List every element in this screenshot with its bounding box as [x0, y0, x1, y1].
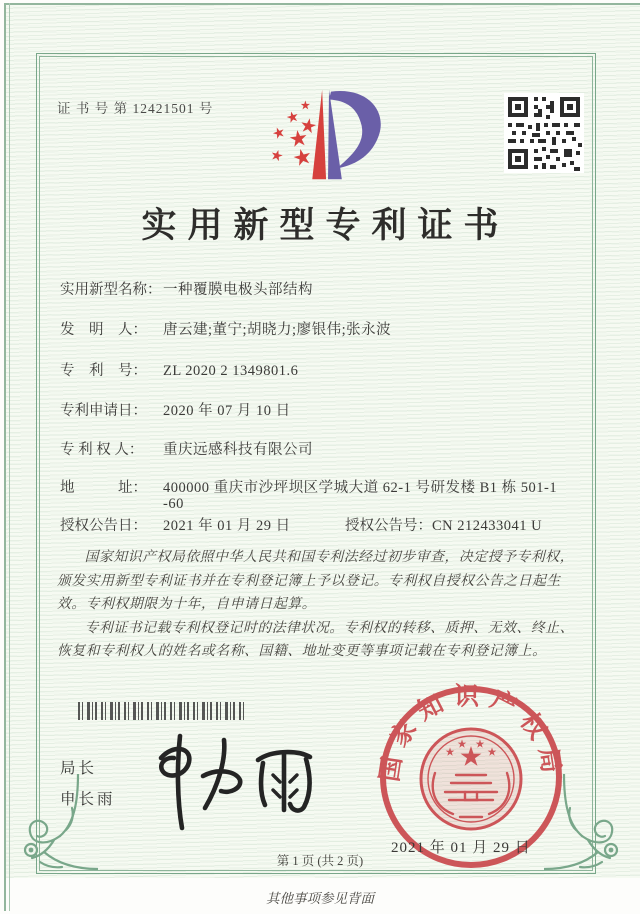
back-side-note: 其他事项参见背面: [266, 891, 374, 906]
field-label: 授权公告号：: [345, 518, 432, 534]
field-utility-name: [60, 278, 313, 299]
director-signature: [150, 728, 328, 832]
field-label: 发 明 人：: [60, 322, 147, 338]
field-value: 2020 年 07 月 10 日: [163, 403, 291, 419]
field-patent-number: [60, 359, 298, 380]
field-label: 地 址：: [60, 480, 147, 496]
field-label: 专利申请日：: [60, 403, 147, 419]
field-value: CN 212433041 U: [432, 518, 543, 534]
field-label: 实用新型名称：: [60, 282, 162, 298]
seal-text: 国家知识产权局: [376, 683, 566, 784]
scan-edge-left-inner: [9, 3, 10, 911]
field-grant-number: [345, 514, 542, 535]
qr-code: [504, 93, 584, 173]
cnipa-logo-icon: [266, 84, 394, 184]
barcode: [78, 702, 244, 720]
field-label: 专 利 号：: [60, 363, 147, 379]
director-name: 申长雨: [60, 791, 116, 808]
field-value: ZL 2020 2 1349801.6: [163, 363, 299, 379]
legal-paragraph: 国家知识产权局依照中华人民共和国专利法经过初步审查，决定授予专利权，颁发实用新型专利证书并在专利登记簿上予以登记。专利权自授权公告之日起生效。专利权期限为十年，自申请日起算。: [57, 549, 575, 611]
field-patentee: [60, 438, 313, 459]
field-filing-date: [60, 399, 291, 420]
certificate-title: 实用新型专利证书: [141, 206, 510, 245]
field-inventors: [60, 318, 391, 339]
field-label: 专 利 权 人：: [60, 442, 144, 458]
legal-paragraph: 专利证书记载专利权登记时的法律状况。专利权的转移、质押、无效、终止、恢复和专利权人的姓名或名称、国籍、地址变更等事项记载在专利登记簿上。: [57, 619, 575, 658]
issue-date: 2021 年 01 月 29 日: [391, 840, 531, 856]
page-number: 第 1 页 (共 2 页): [276, 854, 364, 868]
director-title: 局长: [60, 760, 98, 777]
field-value: 重庆远感科技有限公司: [163, 442, 313, 458]
field-value: -60: [163, 496, 184, 512]
field-value: 唐云建;董宁;胡晓力;廖银伟;张永波: [163, 322, 392, 338]
field-value: 2021 年 01 月 29 日: [163, 518, 291, 534]
field-value: 400000 重庆市沙坪坝区学城大道 62-1 号研发楼 B1 栋 501-1: [163, 480, 558, 496]
certificate-number: 证 书 号 第 12421501 号: [57, 101, 214, 116]
field-address: [60, 476, 557, 497]
field-value: 一种覆膜电极头部结构: [163, 282, 313, 298]
field-label: 授权公告日：: [60, 518, 147, 534]
field-address-line2: [163, 496, 184, 513]
scan-edge-left: [4, 3, 6, 911]
legal-text: [57, 545, 587, 663]
field-grant-date: [60, 514, 291, 535]
scan-edge-top: [6, 3, 640, 5]
